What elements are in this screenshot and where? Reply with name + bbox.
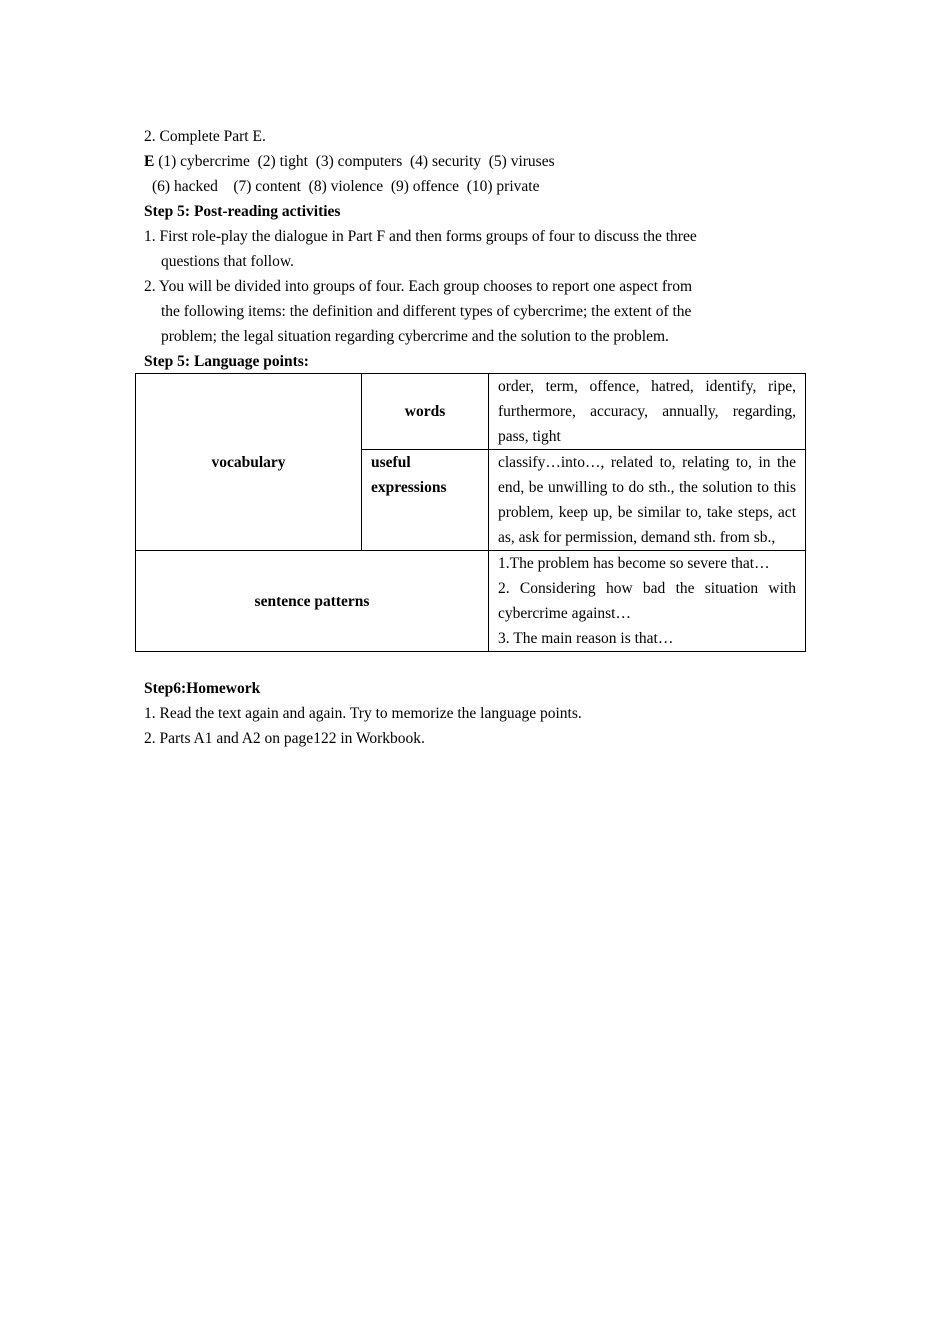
sentence-pattern-1: 1.The problem has become so severe that… [498, 555, 770, 572]
homework-item-1: 1. Read the text again and again. Try to memorize the language points. [144, 705, 582, 722]
answers-text-1: (1) cybercrime (2) tight (3) computers (4) security (5) viruses [154, 153, 555, 170]
language-points-table [135, 373, 806, 652]
table-row [136, 551, 806, 652]
post-reading-heading: Step 5: Post-reading activities [144, 203, 341, 220]
vocabulary-cell: vocabulary [136, 374, 362, 551]
expressions-label-2: expressions [371, 479, 447, 496]
homework-section [144, 676, 814, 751]
language-points-heading: Step 5: Language points: [144, 353, 309, 370]
table-row [136, 374, 806, 450]
answers-line-1 [144, 149, 814, 174]
expressions-label-1: useful [371, 454, 411, 471]
post-reading-item-2-cont-1: the following items: the definition and different types of cybercrime; the extent of the [161, 303, 692, 320]
complete-part-e: 2. Complete Part E. [144, 128, 266, 145]
sentence-patterns-cell [489, 551, 806, 652]
homework-item-2: 2. Parts A1 and A2 on page122 in Workbook. [144, 730, 425, 747]
answers-line-2: (6) hacked (7) content (8) violence (9) offence (10) private [152, 178, 540, 195]
post-reading-item-1-cont: questions that follow. [161, 253, 294, 270]
lesson-content [144, 124, 814, 374]
post-reading-item-2: 2. You will be divided into groups of four. Each group chooses to report one aspect from [144, 278, 693, 295]
post-reading-item-1: 1. First role-play the dialogue in Part F and then forms groups of four to discuss the three [144, 228, 697, 245]
sentence-pattern-3: 3. The main reason is that… [498, 630, 674, 647]
words-label-cell: words [362, 374, 489, 450]
sentence-patterns-label-cell: sentence patterns [136, 551, 489, 652]
homework-heading: Step6:Homework [144, 680, 261, 697]
expressions-cell: classify…into…, related to, relating to, in the end, be unwilling to do sth., the solution to this problem, keep up, be similar to, take steps, act as, ask for permission, demand sth. from sb., [489, 450, 806, 551]
sentence-pattern-2: 2. Considering how bad the situation with cybercrime against… [498, 580, 796, 622]
words-cell: order, term, offence, hatred, identify, ripe, furthermore, accuracy, annually, regarding, pass, tight [489, 374, 806, 450]
answers-label: E [144, 153, 155, 170]
expressions-label-cell [362, 450, 489, 551]
post-reading-item-2-cont-2: problem; the legal situation regarding cybercrime and the solution to the problem. [161, 328, 669, 345]
